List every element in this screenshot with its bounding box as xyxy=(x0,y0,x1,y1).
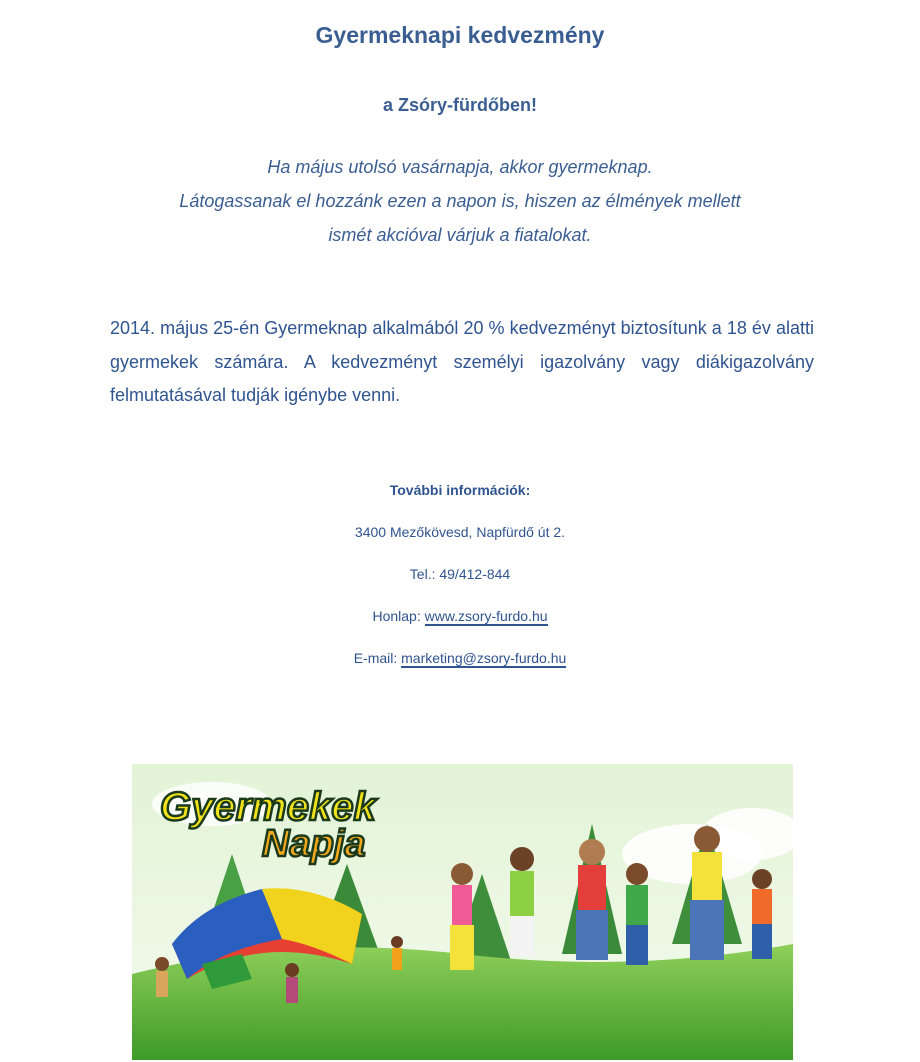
info-website-row xyxy=(0,602,920,644)
intro-line-1: Ha május utolsó vasárnapja, akkor gyermeknap. xyxy=(267,157,653,177)
info-address: 3400 Mezőkövesd, Napfürdő út 2. xyxy=(354,524,566,540)
banner-title-line-2: Napja xyxy=(262,823,366,865)
discount-paragraph: 2014. május 25-én Gyermeknap alkalmából 20 % kedvezményt biztosítunk a 18 év alatti gyermekek számára. A kedvezményt személyi igazolvány vagy diákigazolvány felmutatásával tudják igénybe venni. xyxy=(110,318,814,405)
website-link[interactable]: www.zsory-furdo.hu xyxy=(424,608,548,624)
childrens-day-banner xyxy=(132,764,793,1060)
contact-info xyxy=(0,476,920,686)
info-heading: További információk: xyxy=(389,482,531,498)
intro-line-2: Látogassanak el hozzánk ezen a napon is, hiszen az élmények mellett xyxy=(179,191,741,211)
info-phone: Tel.: 49/412-844 xyxy=(409,566,511,582)
banner-title-line-1: Gyermekek xyxy=(160,785,376,829)
intro-paragraph xyxy=(60,150,860,252)
email-link[interactable]: marketing@zsory-furdo.hu xyxy=(401,650,567,666)
info-email-row xyxy=(0,644,920,686)
intro-line-3: ismét akcióval várjuk a fiatalokat. xyxy=(328,225,592,245)
email-label: E-mail: xyxy=(353,650,398,666)
page-subtitle: a Zsóry-fürdőben! xyxy=(382,95,537,115)
page-title: Gyermeknapi kedvezmény xyxy=(315,22,605,48)
website-label: Honlap: xyxy=(372,608,421,624)
banner-illustration xyxy=(132,764,793,1060)
